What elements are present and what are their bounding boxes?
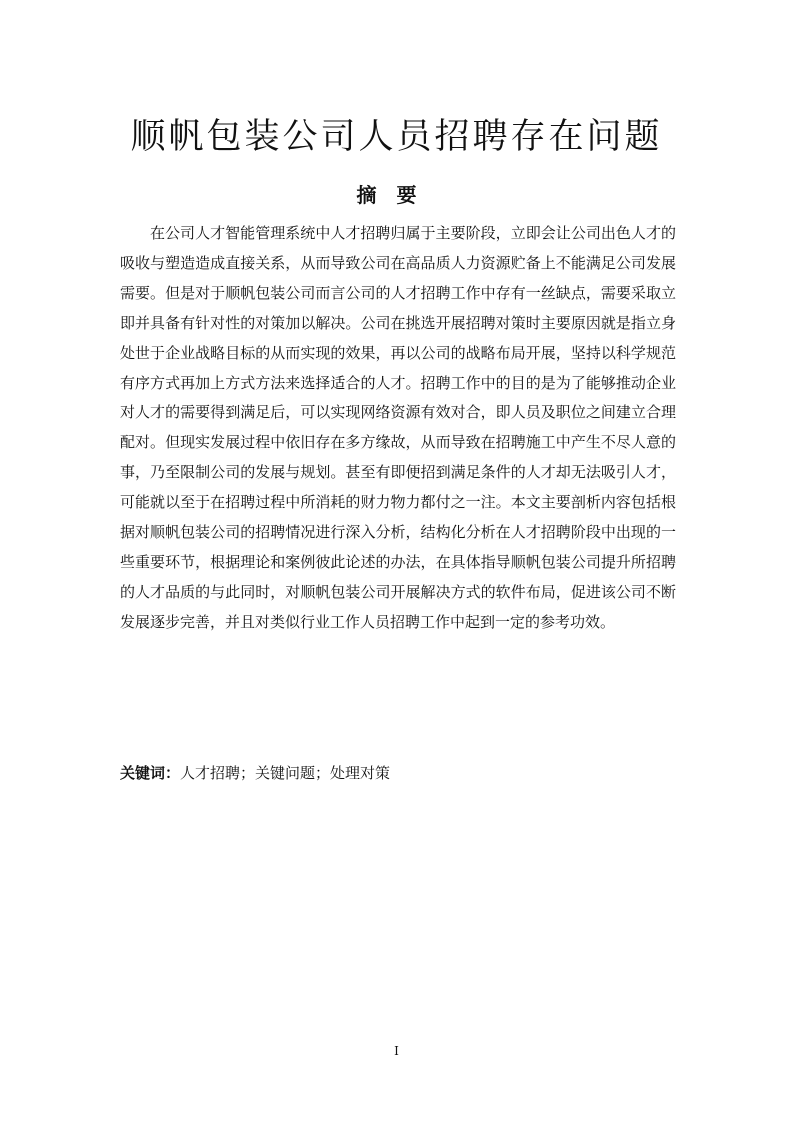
abstract-body: 在公司人才智能管理系统中人才招聘归属于主要阶段，立即会让公司出色人才的吸收与塑造造成直接关系，从而导致公司在高品质人力资源贮备上不能满足公司发展需要。但是对于顺帆包装公司而言公司的人才招聘工作中存有一丝缺点，需要采取立即并具备有针对性的对策加以解决。公司在挑选开展招聘对策时主要原因就是指立身处世于企业战略目标的从而实现的效果，再以公司的战略布局开展，坚持以科学规范有序方式再加上方式方法来选择适合的人才。招聘工作中的目的是为了能够推动企业对人才的需要得到满足后，可以实现网络资源有效对合，即人员及职位之间建立合理配对。但现实发展过程中依旧存在多方缘故，从而导致在招聘施工中产生不尽人意的事，乃至限制公司的发展与规划。甚至有即便招到满足条件的人才却无法吸引人才，可能就以至于在招聘过程中所消耗的财力物力都付之一注。本文主要剖析内容包括根据对顺帆包装公司的招聘情况进行深入分析，结构化分析在人才招聘阶段中出现的一些重要环节，根据理论和案例彼此论述的办法，在具体指导顺帆包装公司提升所招聘的人才品质的与此同时，对顺帆包装公司开展解决方式的软件布局，促进该公司不断发展逐步完善，并且对类似行业工作人员招聘工作中起到一定的参考功效。 [120,224,676,631]
abstract-heading: 摘要 [356,183,437,207]
document-title: 顺帆包装公司人员招聘存在问题 [130,117,663,157]
keywords-label: 关键词： [120,764,181,782]
keywords-value: 人才招聘；关键问题；处理对策 [180,764,391,782]
page-number: I [394,1044,399,1058]
keywords-line [120,760,676,786]
